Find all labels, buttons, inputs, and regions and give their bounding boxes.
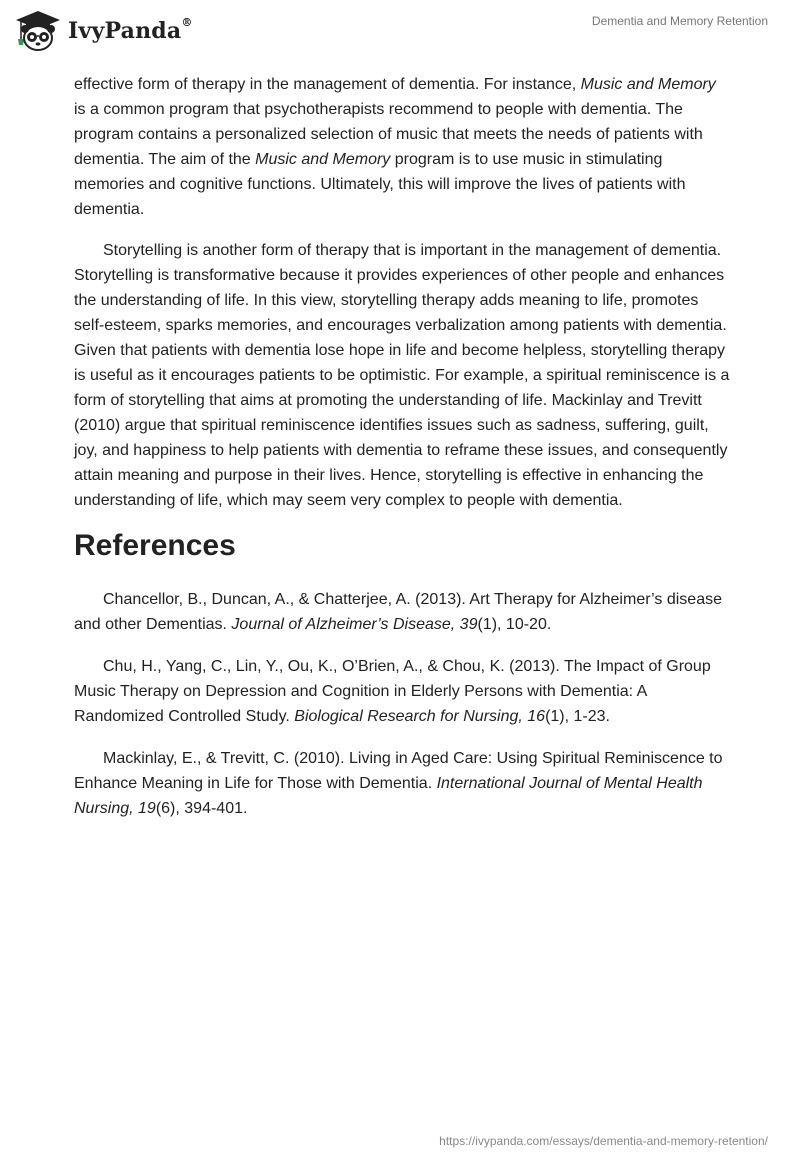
logo-wordmark: IvyPanda® [68, 16, 193, 44]
essay-content [74, 72, 730, 838]
body-paragraph: effective form of therapy in the management of dementia. For instance, Music and Memory is a common program that psychotherapists recommend to people with dementia. The program contains a personalized selection of music that meets the needs of patients with dementia. The aim of the Music and Memory program is to use music in stimulating memories and cognitive functions. Ultimately, this will improve the lives of patients with dementia. [74, 76, 716, 218]
body-paragraph: Storytelling is another form of therapy that is important in the management of dementia. Storytelling is transformative because it provides experiences of other people and enhances the understanding of life. In this view, storytelling therapy adds meaning to life, promotes self-esteem, sparks memories, and encourages verbalization among patients with dementia. Given that patients with dementia lose hope in life and become helpless, storytelling therapy is useful as it encourages patients to be optimistic. For example, a spiritual reminiscence is a form of storytelling that aims at promoting the understanding of life. Mackinlay and Trevitt (2010) argue that spiritual reminiscence identifies issues such as sadness, suffering, guilt, joy, and happiness to help patients with dementia to reframe these issues, and consequently attain meaning and purpose in their lives. Hence, storytelling is effective in enhancing the understanding of life, which may seem very complex to people with dementia. [74, 242, 730, 509]
panda-graduate-icon [14, 9, 62, 53]
reference-item: Chu, H., Yang, C., Lin, Y., Ou, K., O’Brien, A., & Chou, K. (2013). The Impact of Group Music Therapy on Depression and Cognition in Elderly Persons with Dementia: A Randomized Controlled Study. Biological Research for Nursing, 16(1), 1-23. [74, 658, 711, 725]
document-title: Dementia and Memory Retention [591, 14, 768, 28]
reference-item: Chancellor, B., Duncan, A., & Chatterjee, A. (2013). Art Therapy for Alzheimer’s disease and other Dementias. Journal of Alzheimer’s Disease, 39(1), 10-20. [74, 591, 722, 633]
references-heading: References [74, 529, 236, 562]
ivypanda-logo[interactable] [14, 8, 193, 54]
source-url-link[interactable]: https://ivypanda.com/essays/dementia-and-memory-retention/ [439, 1134, 768, 1148]
reference-item: Mackinlay, E., & Trevitt, C. (2010). Living in Aged Care: Using Spiritual Reminiscence to Enhance Meaning in Life for Those with Dementia. International Journal of Mental Health Nursing, 19(6), 394-401. [74, 750, 723, 817]
page-header [0, 0, 800, 70]
